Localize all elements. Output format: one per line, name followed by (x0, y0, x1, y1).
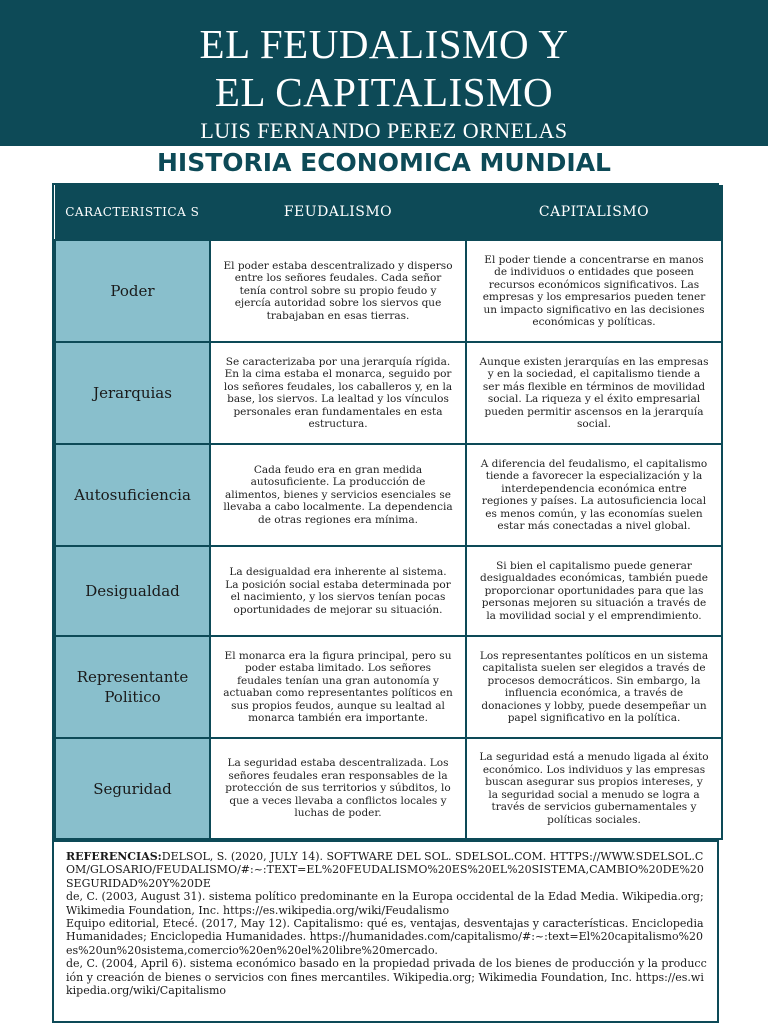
row-category: Desigualdad (55, 546, 210, 636)
comparison-table (52, 183, 719, 842)
capitalismo-cell: Si bien el capitalismo puede generar desigualdades económicas, también puede proporcionar oportunidades para que las personas mejoren su situación a través de la movilidad social y el emprendimiento. (466, 546, 722, 636)
header-banner (0, 0, 768, 146)
reference-item: de, C. (2004, April 6). sistema económico basado en la propiedad privada de los bienes de producción y la producción y creación de bienes o servicios con fines mercantiles. Wikipedia.org; Wikimedia Foundation, Inc. https://es.wikipedia.org/wiki/Capitalismo (66, 957, 707, 998)
reference-item: Equipo editorial, Etecé. (2017, May 12). Capitalismo: qué es, ventajas, desventajas y características. Enciclopedia Humanidades; Enciclopedia Humanidades. https://humanidades.com/capitalismo/#:~:text=El%20capitalismo%20es%20un%20sistema,comercio%20en%20el%20libre%20mercado. (66, 917, 704, 957)
reference-text: DELSOL, S. (2020, JULY 14). SOFTWARE DEL SOL. SDELSOL.COM. HTTPS://WWW.SDELSOL.COM/GLOSARIO/FEUDALISMO/#:~:TEXT=EL%20FEUDALISMO%20ES%20EL%20SISTEMA,CAMBIO%20DE%20SEGURIDAD%20Y%20DE (66, 850, 704, 890)
feudalismo-cell: El monarca era la figura principal, pero su poder estaba limitado. Los señores feudales tenían una gran autonomía y actuaban como representantes políticos en sus propios feudos, aunque su lealtad al monarca también era importante. (210, 636, 466, 738)
row-category: Autosuficiencia (55, 444, 210, 546)
row-category: Poder (55, 240, 210, 342)
table-row (55, 342, 722, 444)
page-title-line-2: EL CAPITALISMO (214, 69, 554, 115)
reference-first (66, 850, 707, 890)
header-capitalismo: CAPITALISMO (466, 185, 722, 240)
row-category: Seguridad (55, 738, 210, 839)
feudalismo-cell: Cada feudo era en gran medida autosuficiente. La producción de alimentos, bienes y servicios esenciales se llevaba a cabo localmente. La dependencia de otras regiones era mínima. (210, 444, 466, 546)
capitalismo-cell: Aunque existen jerarquías en las empresas y en la sociedad, el capitalismo tiende a ser más flexible en términos de movilidad social. La riqueza y el éxito empresarial pueden permitir ascensos en la jerarquía social. (466, 342, 722, 444)
table-row (55, 444, 722, 546)
page-subtitle: HISTORIA ECONOMICA MUNDIAL (156, 148, 611, 177)
table-row (55, 738, 722, 839)
feudalismo-cell: La desigualdad era inherente al sistema. La posición social estaba determinada por el nacimiento, y los siervos tenían pocas oportunidades de mejorar su situación. (210, 546, 466, 636)
page-title-line-1: EL FEUDALISMO Y (199, 21, 569, 67)
table-row (55, 240, 722, 342)
row-category: Representante Politico (55, 636, 210, 738)
feudalismo-cell: La seguridad estaba descentralizada. Los señores feudales eran responsables de la protección de sus territorios y súbditos, lo que a veces llevaba a conflictos locales y luchas de poder. (210, 738, 466, 839)
capitalismo-cell: El poder tiende a concentrarse en manos de individuos o entidades que poseen recursos económicos significativos. Las empresas y los empresarios pueden tener un impacto significativo en las decisiones económicas y políticas. (466, 240, 722, 342)
header-caracteristicas: CARACTERISTICA S (55, 185, 210, 240)
reference-item: de, C. (2003, August 31). sistema político predominante en la Europa occidental de la Edad Media. Wikipedia.org; Wikimedia Foundation, Inc. https://es.wikipedia.org/wiki/Feudalismo (66, 890, 704, 917)
capitalismo-cell: La seguridad está a menudo ligada al éxito económico. Los individuos y las empresas buscan asegurar sus propios intereses, y la seguridad social a menudo se logra a través de servicios gubernamentales y políticas sociales. (466, 738, 722, 839)
feudalismo-cell: Se caracterizaba por una jerarquía rígida. En la cima estaba el monarca, seguido por los señores feudales, los caballeros y, en la base, los siervos. La lealtad y los vínculos personales eran fundamentales en esta estructura. (210, 342, 466, 444)
table-header-row (55, 185, 722, 240)
capitalismo-cell: Los representantes políticos en un sistema capitalista suelen ser elegidos a través de procesos democráticos. Sin embargo, la influencia económica, a través de donaciones y lobby, puede desempeñar un papel significativo en la política. (466, 636, 722, 738)
references-label: REFERENCIAS: (66, 850, 162, 863)
row-category: Jerarquias (55, 342, 210, 444)
references-section (52, 840, 719, 1023)
author-name: LUIS FERNANDO PEREZ ORNELAS (200, 118, 568, 143)
feudalismo-cell: El poder estaba descentralizado y disperso entre los señores feudales. Cada señor tenía control sobre su propio feudo y ejercía autoridad sobre los siervos que trabajaban en esas tierras. (210, 240, 466, 342)
table-row (55, 636, 722, 738)
table-row (55, 546, 722, 636)
capitalismo-cell: A diferencia del feudalismo, el capitalismo tiende a favorecer la especialización y la interdependencia económica entre regiones y países. La autosuficiencia local es menos común, y las economías suelen estar más conectadas a nivel global. (466, 444, 722, 546)
header-feudalismo: FEUDALISMO (210, 185, 466, 240)
